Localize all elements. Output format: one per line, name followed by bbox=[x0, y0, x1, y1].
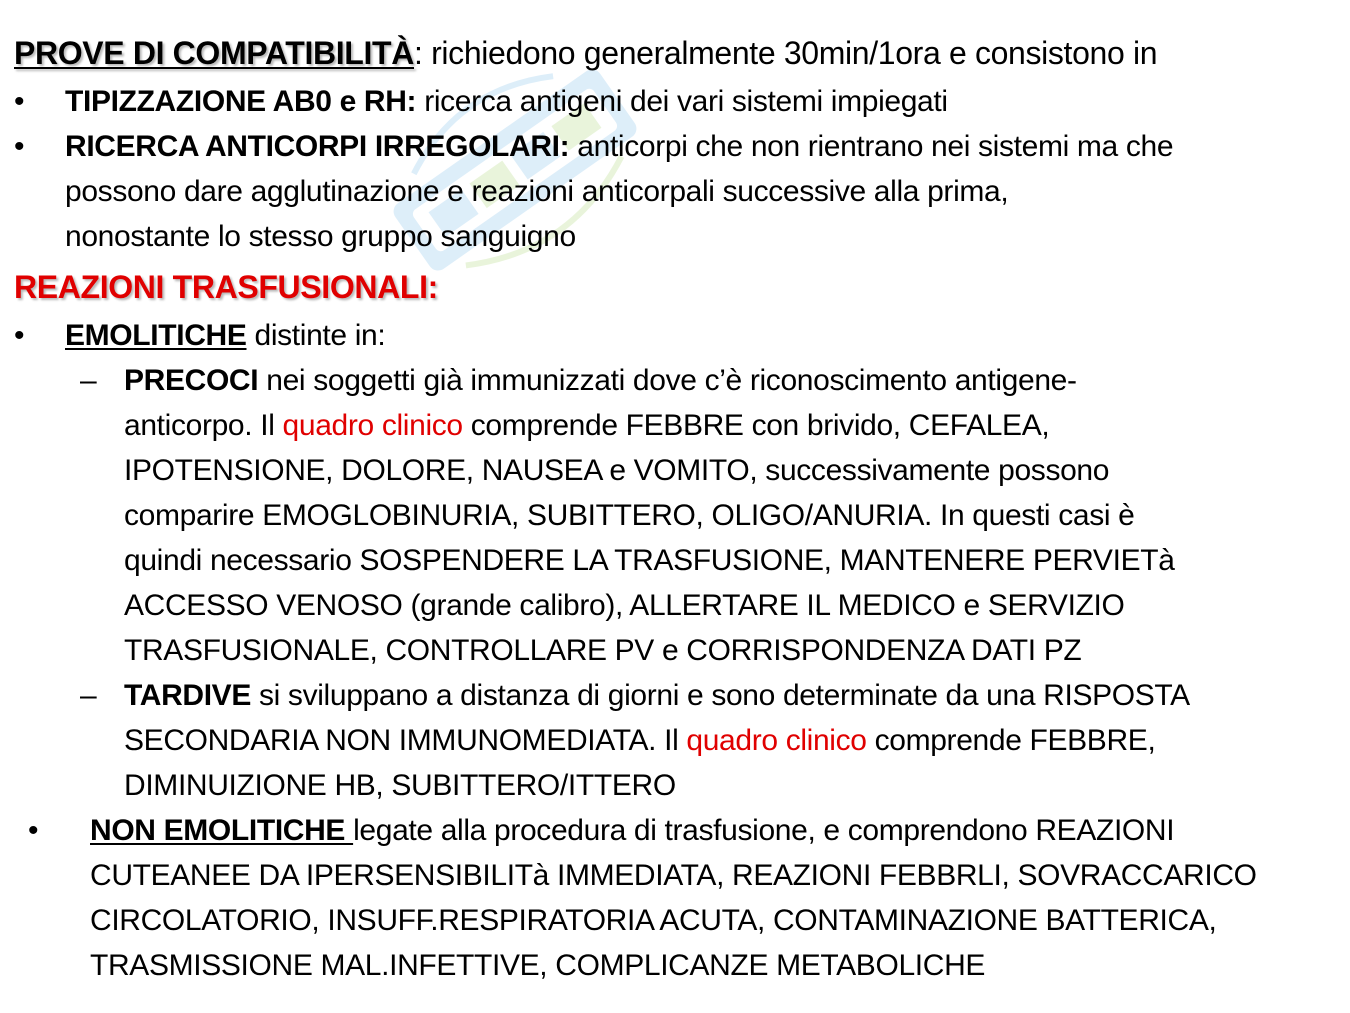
non-emolitiche-text-3: CIRCOLATORIO, INSUFF.RESPIRATORIA ACUTA, CONTAMINAZIONE BATTERICA, bbox=[90, 904, 1217, 937]
quadro-clinico-2: quadro clinico bbox=[686, 724, 867, 757]
non-emolitiche-line1 bbox=[90, 813, 1174, 849]
precoci-line2 bbox=[124, 408, 1049, 444]
bullet-dot: • bbox=[14, 319, 25, 352]
tardive-text-2a: SECONDARIA NON IMMUNOMEDIATA. Il bbox=[124, 724, 687, 757]
tardive-text-2b: comprende FEBBRE, bbox=[866, 724, 1156, 757]
emolitiche-text: distinte in: bbox=[246, 319, 386, 352]
precoci-text-4: comparire EMOGLOBINURIA, SUBITTERO, OLIGO/ANURIA. In questi casi è bbox=[124, 499, 1135, 532]
bullet-dash: – bbox=[80, 679, 97, 712]
tardive-line2 bbox=[124, 723, 1155, 759]
bullet-dot: • bbox=[14, 85, 25, 118]
reazioni-title: REAZIONI TRASFUSIONALI: bbox=[14, 269, 438, 305]
ricerca-item-line1 bbox=[65, 129, 1173, 165]
emolitiche-item bbox=[65, 318, 385, 354]
tardive-line1 bbox=[124, 678, 1190, 714]
precoci-text-7: TRASFUSIONALE, CONTROLLARE PV e CORRISPONDENZA DATI PZ bbox=[124, 634, 1082, 667]
precoci-label: PRECOCI bbox=[124, 364, 259, 397]
precoci-text-6: ACCESSO VENOSO (grande calibro), ALLERTARE IL MEDICO e SERVIZIO bbox=[124, 589, 1125, 622]
tardive-text-3: DIMINUIZIONE HB, SUBITTERO/ITTERO bbox=[124, 769, 676, 802]
non-emolitiche-text-2: CUTEANEE DA IPERSENSIBILITà IMMEDIATA, REAZIONI FEBBRLI, SOVRACCARICO bbox=[90, 859, 1257, 892]
tardive-label: TARDIVE bbox=[124, 679, 251, 712]
ricerca-text-2: possono dare agglutinazione e reazioni anticorpali successive alla prima, bbox=[65, 175, 1009, 208]
non-emolitiche-text-1: legate alla procedura di trasfusione, e comprendono REAZIONI bbox=[353, 814, 1175, 847]
tipizzazione-item bbox=[65, 84, 948, 120]
precoci-text-2a: anticorpo. Il bbox=[124, 409, 283, 442]
bullet-dot: • bbox=[14, 130, 25, 163]
bullet-dot: • bbox=[28, 814, 39, 847]
bullet-dash: – bbox=[80, 364, 97, 397]
tipizzazione-label: TIPIZZAZIONE AB0 e RH: bbox=[65, 85, 417, 118]
precoci-text-2b: comprende FEBBRE con brivido, CEFALEA, bbox=[462, 409, 1050, 442]
precoci-text-3: IPOTENSIONE, DOLORE, NAUSEA e VOMITO, successivamente possono bbox=[124, 454, 1110, 487]
precoci-line1 bbox=[124, 363, 1077, 399]
prove-heading-line bbox=[14, 35, 1157, 71]
ricerca-text-1: anticorpi che non rientrano nei sistemi ma che bbox=[569, 130, 1174, 163]
ricerca-text-3: nonostante lo stesso gruppo sanguigno bbox=[65, 220, 576, 253]
ricerca-label: RICERCA ANTICORPI IRREGOLARI: bbox=[65, 130, 570, 163]
precoci-text-1: nei soggetti già immunizzati dove c’è riconoscimento antigene- bbox=[258, 364, 1077, 397]
prove-intro: : richiedono generalmente 30min/1ora e consistono in bbox=[414, 35, 1158, 71]
precoci-text-5: quindi necessario SOSPENDERE LA TRASFUSIONE, MANTENERE PERVIETà bbox=[124, 544, 1175, 577]
quadro-clinico-1: quadro clinico bbox=[282, 409, 463, 442]
non-emolitiche-text-4: TRASMISSIONE MAL.INFETTIVE, COMPLICANZE METABOLICHE bbox=[90, 949, 986, 982]
tardive-text-1: si sviluppano a distanza di giorni e sono determinate da una RISPOSTA bbox=[251, 679, 1190, 712]
emolitiche-label: EMOLITICHE bbox=[65, 319, 247, 352]
prove-title: PROVE DI COMPATIBILITÀ bbox=[14, 35, 415, 71]
non-emolitiche-label: NON EMOLITICHE bbox=[90, 814, 354, 847]
tipizzazione-text: ricerca antigeni dei vari sistemi impiegati bbox=[416, 85, 948, 118]
